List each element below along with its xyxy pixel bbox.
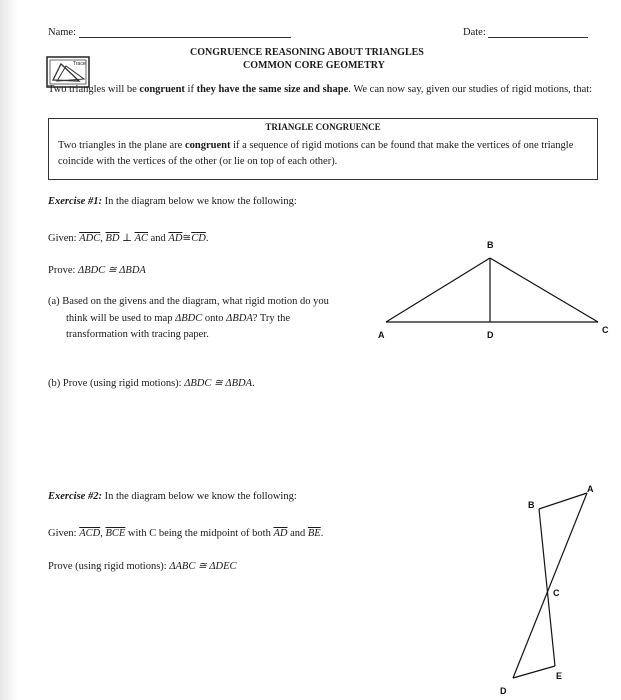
vertex-label-d: D xyxy=(500,686,507,696)
exercise1-triangle-diagram xyxy=(376,236,612,346)
intro-text-3: if xyxy=(184,84,197,95)
page-title: CONGRUENCE REASONING ABOUT TRIANGLES xyxy=(190,47,424,58)
ex1-seg-cd: $\overline{CD}$ xyxy=(191,233,206,244)
ex2-seg-acd: $\overline{ACD}$ xyxy=(79,528,101,539)
ex1-congruent-symbol: ≅ xyxy=(182,233,192,244)
ex2-prove-text: Prove (using rigid motions): xyxy=(48,561,170,572)
trace-icon-label: Trace xyxy=(73,61,86,67)
ex1-b-end: . xyxy=(252,378,255,389)
ex1-seg-adc: $\overline{ADC}$ xyxy=(79,233,101,244)
date-blank xyxy=(488,26,588,38)
name-label: Name: xyxy=(48,27,76,38)
ex1-b-statement: ΔBDC ≅ ΔBDA xyxy=(184,378,252,389)
vertex-label-d: D xyxy=(487,330,494,340)
definition-text-3: if a sequence of rigid motions can be found that make the vertices of one triangle coincide with the vertices of the other (or lie on top of each other). xyxy=(58,140,574,167)
ex1-a-try: ? Try the xyxy=(252,313,291,324)
ex1-perp-symbol: ⊥ xyxy=(122,233,132,244)
exercise2-prove xyxy=(48,560,237,572)
exercise1-heading xyxy=(48,196,297,207)
ex2-given-label: Given: xyxy=(48,528,77,539)
exercise1-part-a-line2 xyxy=(66,313,290,324)
ex2-seg-be: $\overline{BE}$ xyxy=(307,528,321,539)
ex1-seg-ad: $\overline{AD}$ xyxy=(168,233,183,244)
ex2-given-end: . xyxy=(320,528,324,539)
exercise2-label: Exercise #2: xyxy=(48,491,102,502)
segment-ba xyxy=(539,493,587,509)
ex2-and: and xyxy=(287,528,308,539)
intro-same-size-shape: they have the same size and shape xyxy=(196,84,349,95)
ex1-given-label: Given: xyxy=(48,233,77,244)
ex1-a-tri-bdc: ΔBDC xyxy=(175,313,203,324)
ex1-prove-label: Prove: xyxy=(48,265,76,276)
exercise1-intro: In the diagram below we know the following: xyxy=(101,196,297,207)
date-label: Date: xyxy=(463,27,486,38)
intro-text-1: Two triangles will be xyxy=(48,84,140,95)
ex1-given-end: . xyxy=(205,233,209,244)
exercise1-label: Exercise #1: xyxy=(48,196,102,207)
segment-ad xyxy=(513,493,587,678)
intro-congruent: congruent xyxy=(139,84,185,95)
segment-bc xyxy=(490,258,598,322)
ex2-prove-statement: ΔABC ≅ ΔDEC xyxy=(169,561,237,572)
definition-title: TRIANGLE CONGRUENCE xyxy=(265,122,381,132)
ex1-prove-statement: ΔBDC ≅ ΔBDA xyxy=(78,265,146,276)
vertex-label-a: A xyxy=(378,330,385,340)
vertex-label-c: C xyxy=(602,325,609,335)
intro-paragraph xyxy=(48,82,603,98)
segment-de xyxy=(513,666,555,678)
ex2-seg-bce: $\overline{BCE}$ xyxy=(105,528,126,539)
definition-box xyxy=(48,118,598,180)
ex1-a-tri-bda: ΔBDA xyxy=(226,313,253,324)
exercise2-intro: In the diagram below we know the following: xyxy=(101,491,297,502)
vertex-label-a: A xyxy=(587,484,594,494)
ex1-and: and xyxy=(150,233,166,244)
vertex-label-e: E xyxy=(556,671,563,681)
page-subtitle: COMMON CORE GEOMETRY xyxy=(243,60,385,71)
page-edge-shadow xyxy=(0,0,18,700)
ex1-seg-ac: $\overline{AC}$ xyxy=(134,233,148,244)
name-blank xyxy=(79,26,291,38)
exercise1-part-a-line1: (a) Based on the givens and the diagram, what rigid motion do you xyxy=(48,296,329,307)
ex1-a-onto: onto xyxy=(202,313,227,324)
exercise2-given: Given: $\overline{ACD}$, $\overline{BCE}$ with C being the midpoint of both $\overline{AD}$ and $\overline{BE}$. xyxy=(48,528,324,539)
name-field xyxy=(48,26,291,38)
ex1-a-text-1: think will be used to map xyxy=(66,313,176,324)
exercise1-prove xyxy=(48,264,146,276)
exercise2-heading xyxy=(48,491,297,502)
ex2-midpoint-text: with C being the midpoint of both xyxy=(125,528,274,539)
exercise1-part-b xyxy=(48,377,255,389)
date-field xyxy=(463,26,588,38)
exercise1-given: Given: $\overline{ADC}$, $\overline{BD}$ ⊥ $\overline{AC}$ and $\overline{AD}≅\overline{CD}$. xyxy=(48,233,209,244)
definition-text xyxy=(58,138,593,170)
intro-text-5: . We can now say, given our studies of rigid motions, that: xyxy=(348,84,593,95)
definition-text-1: Two triangles in the plane are xyxy=(58,140,185,151)
ex2-seg-ad: $\overline{AD}$ xyxy=(273,528,288,539)
segment-ab xyxy=(386,258,490,322)
vertex-label-b: B xyxy=(528,500,535,510)
ex1-b-text: (b) Prove (using rigid motions): xyxy=(48,378,185,389)
exercise2-bowtie-diagram xyxy=(495,482,605,696)
exercise1-part-a-line3: transformation with tracing paper. xyxy=(66,329,209,340)
ex1-seg-bd: $\overline{BD}$ xyxy=(105,233,120,244)
vertex-label-b: B xyxy=(487,240,494,250)
vertex-label-c: C xyxy=(553,588,560,598)
definition-congruent: congruent xyxy=(184,140,231,151)
